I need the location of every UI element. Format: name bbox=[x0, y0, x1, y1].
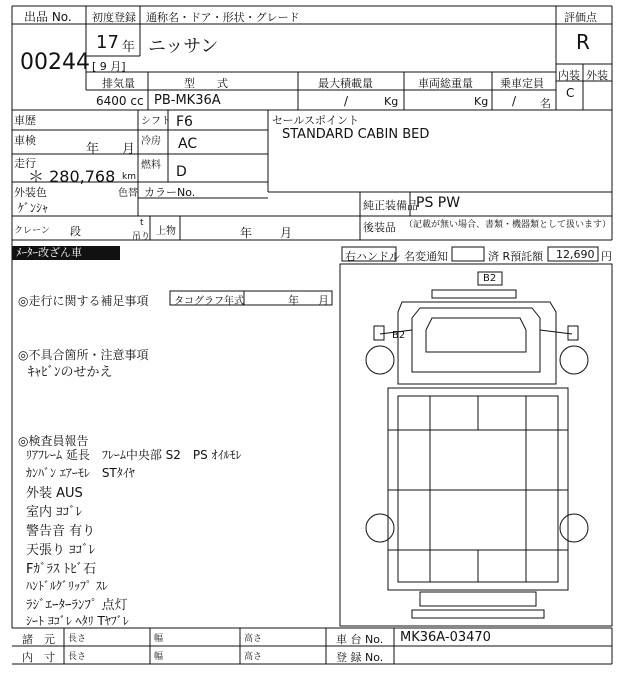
interior-label: 内装 bbox=[558, 69, 580, 82]
naisun-label: 内 寸 bbox=[22, 651, 55, 664]
crane-tsuri: 吊り bbox=[132, 232, 151, 242]
takasa-label: 高さ bbox=[244, 634, 263, 644]
report-line: 外装 AUS bbox=[26, 486, 83, 501]
haba-label-2: 幅 bbox=[154, 652, 164, 662]
chassis-number: MK36A-03470 bbox=[400, 630, 491, 645]
inspection-year: 年 bbox=[86, 142, 100, 157]
capacity-label: 乗車定員 bbox=[500, 77, 544, 90]
interior-grade: C bbox=[566, 86, 575, 100]
fuel-label: 燃料 bbox=[141, 160, 161, 171]
shift-label: シフト bbox=[141, 116, 171, 127]
steering-label: 右ハンドル bbox=[345, 250, 400, 263]
car-name: ニッサン bbox=[148, 36, 219, 57]
lot-number: 00244 bbox=[20, 50, 90, 75]
recycle-label: 済 R預託額 bbox=[488, 250, 544, 263]
report-line: ﾗｼﾞｴｰﾀｰﾗﾝﾌﾟ 点灯 bbox=[26, 598, 128, 613]
report-line: 天張り ﾖｺﾞﾚ bbox=[26, 543, 96, 558]
equipment-label: 純正装備品 bbox=[363, 199, 418, 212]
model-value: PB-MK36A bbox=[154, 93, 221, 108]
sales-point-title: セールスポイント bbox=[272, 114, 360, 127]
kamimono-year: 年 bbox=[240, 226, 253, 240]
rating-label: 評価点 bbox=[564, 11, 597, 24]
load-label: 最大積載量 bbox=[318, 77, 373, 90]
ac-value: AC bbox=[178, 136, 198, 152]
model-label: 型 式 bbox=[184, 77, 228, 90]
fuel-value: D bbox=[176, 164, 187, 180]
damage-mark-cab: B2 bbox=[392, 330, 406, 341]
nagasa-label: 長さ bbox=[68, 634, 87, 644]
load-value: / bbox=[344, 94, 349, 108]
lot-label: 出品 No. bbox=[24, 10, 72, 24]
exterior-label: 外装 bbox=[586, 69, 608, 82]
haba-label: 幅 bbox=[154, 634, 164, 644]
registration-label: 登 録 No. bbox=[336, 651, 384, 664]
tacho-label: タコグラフ年式 bbox=[174, 296, 244, 307]
color-label: 外装色 bbox=[14, 186, 47, 199]
mileage-value: ＊ 280,768 bbox=[28, 167, 116, 186]
sales-point-text: STANDARD CABIN BED bbox=[282, 127, 430, 142]
inspection-month: 月 bbox=[122, 142, 136, 157]
first-reg-label: 初度登録 bbox=[92, 11, 136, 24]
report-line: ｶﾝﾊﾞﾝ ｴｱｰﾓﾚ STﾀｲﾔ bbox=[26, 466, 135, 480]
inspector-label: ◎検査員報告 bbox=[18, 434, 89, 448]
capacity-unit: 名 bbox=[540, 97, 551, 110]
tacho-year: 年 bbox=[288, 294, 299, 307]
aftermarket-note: （記載が無い場合、書類・機器類として扱います） bbox=[404, 220, 612, 230]
defect-text: ｷｬﾋﾞﾝのせかえ bbox=[28, 365, 113, 380]
inspection-label: 車検 bbox=[14, 134, 36, 147]
meter-notice-badge: ﾒｰﾀｰ改ざん車 bbox=[12, 246, 120, 260]
nagasa-label-2: 長さ bbox=[68, 652, 87, 662]
shogen-label: 諸 元 bbox=[22, 633, 55, 646]
ac-label: 冷房 bbox=[141, 136, 161, 147]
gross-weight-label: 車両総重量 bbox=[418, 77, 473, 90]
gross-unit: Kg bbox=[474, 95, 489, 108]
reg-month: [ 9 月] bbox=[92, 60, 126, 73]
name-label: 通称名・ドア・形状・グレード bbox=[146, 11, 300, 24]
truck-diagram-icon bbox=[340, 264, 612, 626]
chassis-label: 車 台 No. bbox=[336, 633, 384, 646]
rating-value: R bbox=[576, 30, 590, 54]
mileage-label: 走行 bbox=[14, 157, 36, 170]
color-no-label: カラーNo. bbox=[144, 186, 196, 199]
color-change-label: 色替 bbox=[118, 188, 138, 199]
displacement-label: 排気量 bbox=[102, 77, 135, 90]
color-value: ｹﾞﾝｼｬ bbox=[18, 201, 49, 215]
reg-year: 17 bbox=[96, 32, 119, 53]
crane-label: クレーン bbox=[14, 226, 50, 236]
displacement-value: 6400 cc bbox=[96, 94, 144, 108]
shift-value: F6 bbox=[176, 114, 193, 130]
report-line: ﾘｱﾌﾚｰﾑ 延長 ﾌﾚｰﾑ中央部 S2 PS ｵｲﾙﾓﾚ bbox=[26, 448, 242, 462]
tacho-month: 月 bbox=[318, 294, 329, 307]
mileage-unit: km bbox=[122, 172, 136, 182]
report-line: 室内 ﾖｺﾞﾚ bbox=[26, 505, 83, 520]
name-change-label: 名変通知 bbox=[404, 250, 448, 263]
kamimono-label: 上物 bbox=[156, 226, 176, 237]
equipment-value: PS PW bbox=[416, 195, 461, 211]
recycle-unit: 円 bbox=[601, 250, 612, 263]
report-line: ﾊﾝﾄﾞﾙｸﾞﾘｯﾌﾟ ｽﾚ bbox=[26, 579, 108, 593]
history-label: 車歴 bbox=[14, 114, 36, 127]
load-unit: Kg bbox=[384, 95, 399, 108]
recycle-amount: 12,690 bbox=[556, 248, 595, 261]
crane-t: t bbox=[140, 218, 144, 228]
crane-dan: 段 bbox=[70, 225, 81, 238]
aftermarket-label: 後装品 bbox=[363, 221, 396, 234]
report-line: 警告音 有り bbox=[26, 524, 96, 539]
supplement-label: ◎走行に関する補足事項 bbox=[18, 294, 149, 308]
capacity-value: / bbox=[512, 94, 517, 108]
kamimono-month: 月 bbox=[280, 226, 293, 240]
damage-mark-front: B2 bbox=[483, 273, 497, 284]
takasa-label-2: 高さ bbox=[244, 652, 263, 662]
report-line: Fｶﾞﾗｽ ﾄﾋﾞ石 bbox=[26, 562, 97, 577]
report-line: ｼｰﾄ ﾖｺﾞﾚ ﾍﾀﾘ Tﾔﾌﾞﾚ bbox=[26, 614, 129, 628]
defect-label: ◎不具合箇所・注意事項 bbox=[18, 348, 149, 362]
reg-year-unit: 年 bbox=[122, 40, 136, 55]
